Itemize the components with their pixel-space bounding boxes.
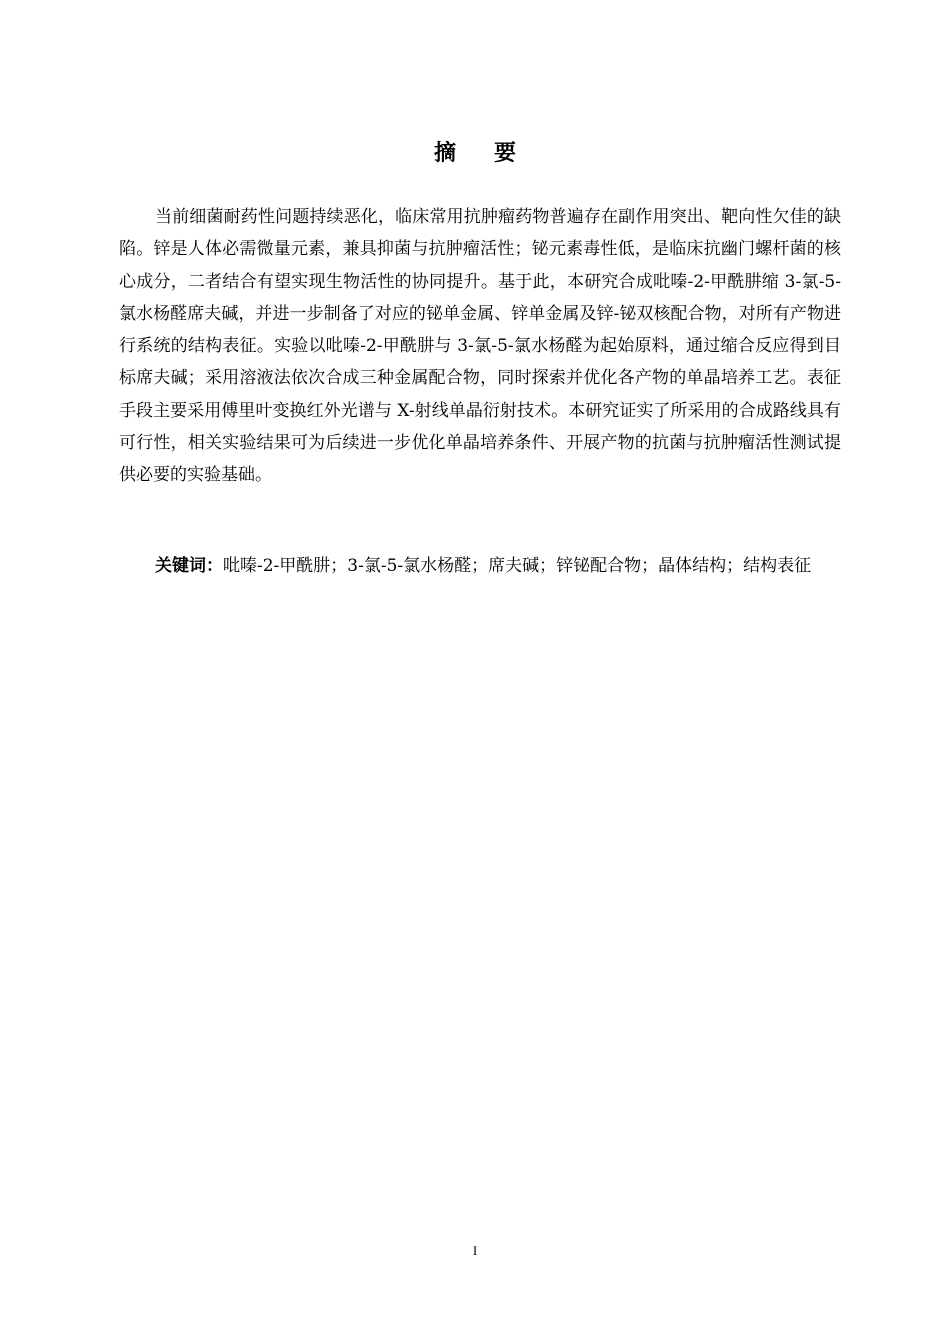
keywords-label: 关键词： (155, 556, 223, 576)
abstract-title-char-1: 摘 (433, 141, 456, 166)
abstract-paragraph: 当前细菌耐药性问题持续恶化，临床常用抗肿瘤药物普遍存在副作用突出、靶向性欠佳的缺陷。锌是人体必需微量元素，兼具抑菌与抗肿瘤活性；铋元素毒性低，是临床抗幽门螺杆菌的核心成分，二者结合有望实现生物活性的协同提升。基于此，本研究合成吡嗪-2-甲酰肼缩 3-氯-5-氯水杨醛席夫碱，并进一步制备了对应的铋单金属、锌单金属及锌-铋双核配合物，对所有产物进行系统的结构表征。实验以吡嗪-2-甲酰肼与 3-氯-5-氯水杨醛为起始原料，通过缩合反应得到目标席夫碱；采用溶液法依次合成三种金属配合物，同时探索并优化各产物的单晶培养工艺。表征手段主要采用傅里叶变换红外光谱与 X-射线单晶衍射技术。本研究证实了所采用的合成路线具有可行性，相关实验结果可为后续进一步优化单晶培养条件、开展产物的抗菌与抗肿瘤活性测试提供必要的实验基础。 (119, 207, 841, 486)
keywords-paragraph (119, 550, 841, 582)
abstract-title (0, 139, 950, 169)
keywords-text: 吡嗪-2-甲酰肼；3-氯-5-氯水杨醛；席夫碱；锌铋配合物；晶体结构；结构表征 (223, 556, 812, 576)
page-number: I (472, 1243, 478, 1258)
abstract-title-char-2: 要 (494, 141, 517, 166)
